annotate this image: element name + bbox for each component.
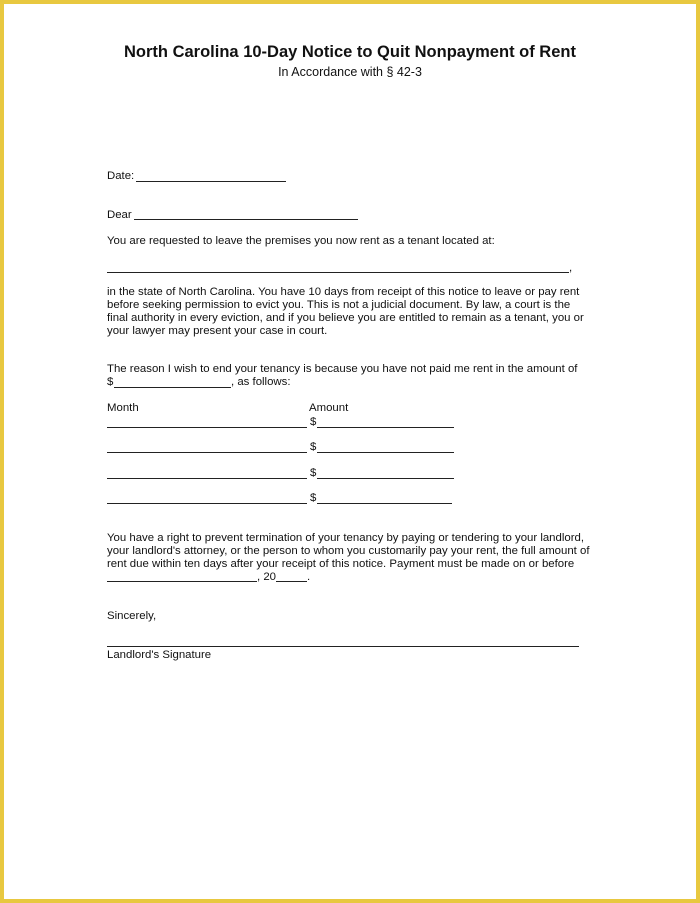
notice-line: final authority in every eviction, and if you believe you are entitled to remain as a tenant, you or	[107, 312, 584, 324]
date-field[interactable]	[136, 181, 286, 182]
tenant-name-field[interactable]	[134, 219, 358, 220]
notice-line: before seeking permission to evict you. This is not a judicial document. By law, a court is the	[107, 299, 571, 311]
rights-line: You have a right to prevent termination of your tenancy by paying or tendering to your landlord,	[107, 532, 585, 544]
row-dollar-sign: $	[310, 416, 317, 428]
landlord-signature-field[interactable]	[107, 646, 579, 647]
month-header: Month	[107, 402, 139, 414]
payment-year-field[interactable]	[276, 581, 307, 582]
year-period: .	[307, 571, 311, 583]
rights-paragraph	[107, 532, 592, 571]
month-field[interactable]	[107, 478, 307, 479]
request-text: You are requested to leave the premises you now rent as a tenant located at:	[107, 235, 495, 247]
dear-label: Dear	[107, 209, 132, 221]
month-field[interactable]	[107, 427, 307, 428]
as-follows-text: , as follows:	[231, 376, 291, 388]
notice-line: in the state of North Carolina. You have 10 days from receipt of this notice to leave or pay rent	[107, 286, 580, 298]
notice-paragraph	[107, 286, 592, 338]
row-dollar-sign: $	[310, 441, 317, 453]
signature-label: Landlord's Signature	[107, 649, 212, 661]
amount-field[interactable]	[317, 452, 454, 453]
month-field[interactable]	[107, 452, 307, 453]
month-field[interactable]	[107, 503, 307, 504]
document-subtitle: In Accordance with § 42-3	[278, 65, 422, 79]
rent-amount-field[interactable]	[114, 387, 231, 388]
notice-line: your lawyer may present your case in court.	[107, 325, 328, 337]
premises-address-field[interactable]	[107, 272, 569, 273]
amount-field[interactable]	[317, 427, 454, 428]
rights-line: rent due within ten days after your receipt of this notice. Payment must be made on or before	[107, 558, 575, 570]
rights-line: your landlord's attorney, or the person to whom you customarily pay your rent, the full amount of	[107, 545, 590, 557]
document-title: North Carolina 10-Day Notice to Quit Nonpayment of Rent	[124, 43, 576, 61]
rent-dollar-sign: $	[107, 376, 114, 388]
row-dollar-sign: $	[310, 492, 317, 504]
amount-field[interactable]	[317, 503, 452, 504]
date-label: Date:	[107, 170, 135, 182]
closing-text: Sincerely,	[107, 610, 157, 622]
amount-header: Amount	[309, 402, 349, 414]
payment-date-field[interactable]	[107, 581, 257, 582]
year-prefix-text: , 20	[257, 571, 276, 583]
address-comma: ,	[569, 262, 573, 274]
row-dollar-sign: $	[310, 467, 317, 479]
amount-field[interactable]	[317, 478, 454, 479]
reason-text: The reason I wish to end your tenancy is because you have not paid me rent in the amount of	[107, 363, 578, 375]
